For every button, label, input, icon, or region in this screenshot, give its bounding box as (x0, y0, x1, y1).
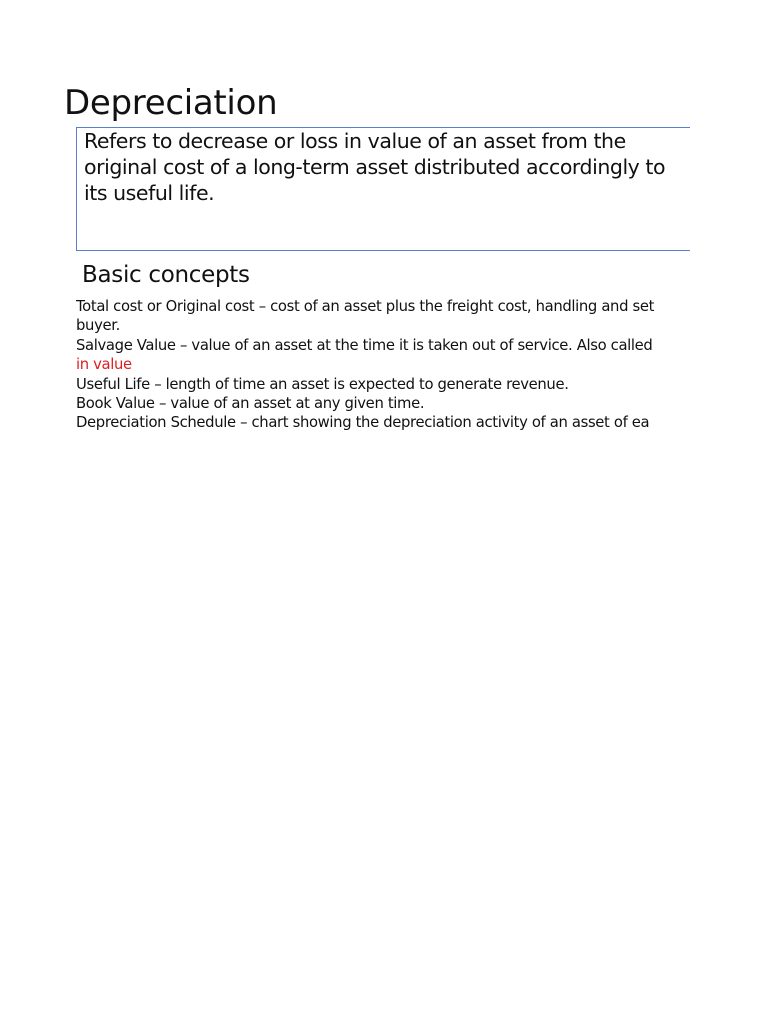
definition-line: original cost of a long-term asset distributed accordingly to (84, 155, 666, 179)
definition-line: Refers to decrease or loss in value of an asset from the (84, 129, 626, 153)
concept-useful-life: Useful Life – length of time an asset is expected to generate revenue. (76, 375, 569, 393)
section-heading: Basic concepts (82, 262, 250, 288)
concept-total-cost-continued: buyer. (76, 317, 120, 335)
concept-depreciation-schedule: Depreciation Schedule – chart showing the depreciation activity of an asset of ea (76, 414, 650, 432)
definition-text (77, 128, 701, 206)
concept-book-value: Book Value – value of an asset at any given time. (76, 395, 425, 413)
definition-line: its useful life. (84, 181, 215, 205)
concepts-list (76, 297, 690, 433)
definition-box (76, 127, 701, 251)
concept-salvage-value: Salvage Value – value of an asset at the time it is taken out of service. Also called (76, 336, 653, 354)
concept-total-cost: Total cost or Original cost – cost of an asset plus the freight cost, handling and set (76, 298, 655, 315)
page-title: Depreciation (64, 83, 278, 123)
page-clip-edge (690, 0, 768, 1024)
concept-salvage-value-continued: in value (76, 356, 132, 374)
